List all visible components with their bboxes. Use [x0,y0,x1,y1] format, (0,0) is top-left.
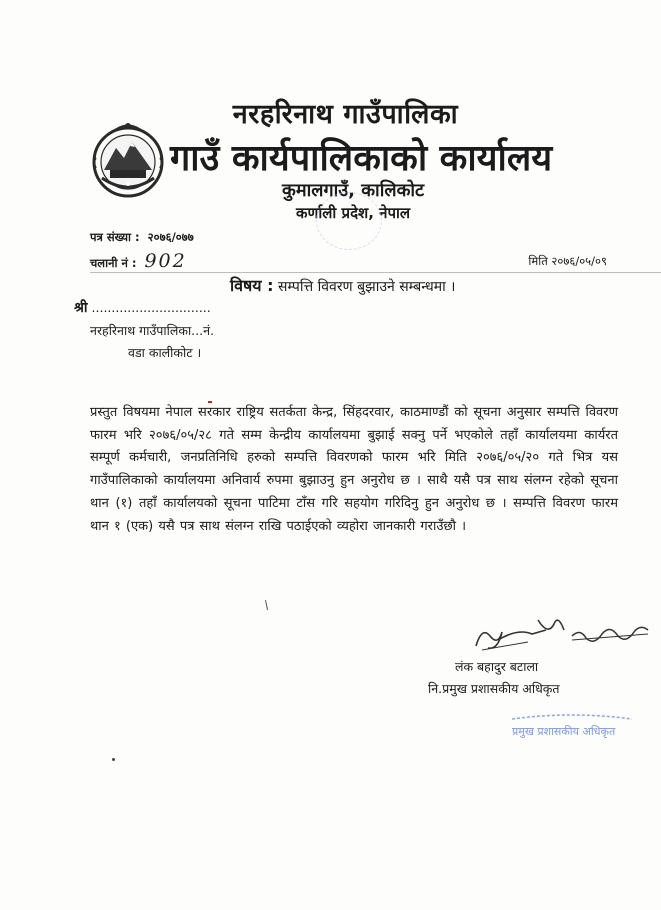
stray-mark [265,600,268,610]
patra-sankhya [90,230,194,245]
signatory-title: नि.प्रमुख प्रशासकीय अधिकृत [428,681,560,696]
addressee-dots: .............................. [91,300,211,315]
faint-stamp-mark [316,192,382,250]
patra-label: पत्र संख्या : [90,230,140,244]
office-title: गाउँ कार्यपालिकाको कार्यालय [170,138,553,179]
signatory-name: लंक बहादुर बटाला [455,659,539,674]
letter-subject [230,274,455,296]
office-address: कुमालगाउँ, कालिकोट [282,180,425,201]
header-divider [90,272,661,273]
chalani-label: चलानी नं : [90,256,137,270]
date-label: मिति [528,254,548,268]
office-name: नरहरिनाथ गाउँपालिका [232,99,459,130]
stray-dot [112,758,115,761]
addressee-shri [74,298,211,317]
subject-label: विषय : [230,276,274,295]
official-seal-stamp [508,713,636,743]
chalani-value: 902 [144,250,187,272]
letter-date [528,254,607,269]
office-province: कर्णाली प्रदेश, नेपाल [296,204,411,222]
chalani-number [90,250,187,272]
handwritten-signature [468,606,656,658]
addressee-line2: वडा कालीकोट । [128,345,202,360]
seal-text: प्रमुख प्रशासकीय अधिकृत [512,725,616,738]
date-value: २०७६/०५/०९ [551,254,607,268]
subject-text: सम्पत्ति विवरण बुझाउने सम्बन्धमा । [278,279,456,295]
shri-label: श्री [74,300,88,316]
letter-body: प्रस्तुत विषयमा नेपाल सरकार राष्ट्रिय सतर्कता केन्द्र, सिंहदरवार, काठमाण्डौं को सूचना अनुसार सम्पत्ति विवरण फारम भरि २०७६/०५/२८ गते सम्म केन्द्रीय कार्यालयमा बुझाई सक्नु पर्ने भएकोले तहाँ कार्यालयमा कार्यरत सम्पूर्ण कर्मचारी, जनप्रतिनिधि हरुको सम्पत्ति विवरणको फारम भरि मिति २०७६/०५/२० गते भित्र यस गाउँपालिकाको कार्यालयमा अनिवार्य रुपमा बुझाउनु हुन अनुरोध छ । साथै यसै पत्र साथ संलग्न रहेको सूचना थान (१) तहाँ कार्यालयको सूचना पाटिमा टाँस गरि सहयोग गरिदिनु हुन अनुरोध छ । सम्पत्ति विवरण फारम थान १ (एक) यसै पत्र साथ संलग्न राखि पठाईएको व्यहोरा जानकारी गराउँछौ । [90,405,618,534]
patra-value: २०७६/०७७ [147,230,194,244]
addressee-line1: नरहरिनाथ गाउँपालिका...नं. [90,323,215,338]
